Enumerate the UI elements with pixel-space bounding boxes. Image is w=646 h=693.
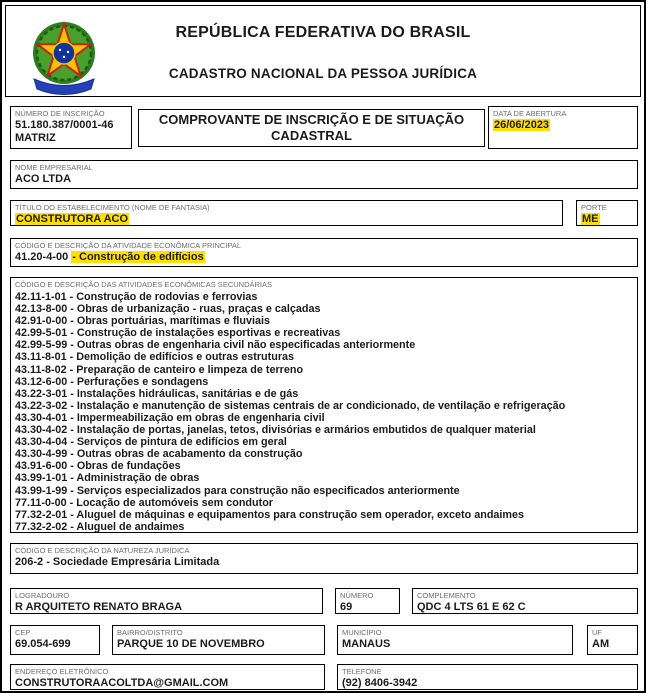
field-endereco-eletronico xyxy=(10,664,325,690)
field-municipio xyxy=(337,625,573,655)
secondary-activity-item: 42.13-8-00 - Obras de urbanização - ruas, praças e calçadas xyxy=(15,303,321,316)
field-nome-empresarial xyxy=(10,160,638,189)
matriz-flag: MATRIZ xyxy=(15,132,56,144)
field-value: (92) 8406-3942 xyxy=(342,677,418,689)
field-label: CÓDIGO E DESCRIÇÃO DA ATIVIDADE ECONÔMICA PRINCIPAL xyxy=(15,241,242,250)
activity-code: 41.20-4-00 xyxy=(15,251,69,263)
secondary-activity-item: 43.99-1-01 - Administração de obras xyxy=(15,472,200,485)
field-value: 69 xyxy=(340,601,353,613)
document-header xyxy=(5,5,641,97)
field-value: PARQUE 10 DE NOVEMBRO xyxy=(117,638,265,650)
field-cep xyxy=(10,625,100,655)
secondary-activity-item: 43.30-4-02 - Instalação de portas, janelas, tetos, divisórias e armários embutidos de qualquer material xyxy=(15,424,536,437)
field-value: CONSTRUTORAACOLTDA@GMAIL.COM xyxy=(15,677,229,689)
field-complemento xyxy=(412,588,638,614)
secondary-activities-list xyxy=(11,290,637,533)
field-logradouro xyxy=(10,588,323,614)
secondary-activity-item: 77.32-2-01 - Aluguel de máquinas e equipamentos para construção sem operador, exceto andaimes xyxy=(15,508,525,521)
secondary-activity-item: 43.30-4-01 - Impermeabilização em obras de engenharia civil xyxy=(15,411,325,424)
cnpj-registry-title: CADASTRO NACIONAL DA PESSOA JURÍDICA xyxy=(168,66,478,81)
field-uf xyxy=(587,625,638,655)
secondary-activity-item: 43.11-8-01 - Demolição de edifícios e outras estruturas xyxy=(15,351,295,364)
secondary-activity-item: 43.30-4-04 - Serviços de pintura de edifícios em geral xyxy=(15,436,287,449)
field-label: CEP xyxy=(15,628,31,637)
field-label: PORTE xyxy=(581,203,607,212)
field-label: NÚMERO DE INSCRIÇÃO xyxy=(15,109,105,118)
field-label: TELEFONE xyxy=(342,667,382,676)
activity-description-highlighted: - Construção de edifícios xyxy=(72,251,204,263)
field-numero-inscricao xyxy=(10,106,132,149)
field-label: NÚMERO xyxy=(340,591,374,600)
secondary-activity-item: 77.11-0-00 - Locação de automóveis sem condutor xyxy=(15,496,274,509)
secondary-activity-item: 42.11-1-01 - Construção de rodovias e ferrovias xyxy=(15,291,258,303)
field-atividade-principal xyxy=(10,238,638,267)
field-value: 51.180.387/0001-46 xyxy=(15,119,114,131)
secondary-activity-item: 43.99-1-99 - Serviços especializados para construção não especificados anteriormente xyxy=(15,484,460,497)
secondary-activity-item: 43.30-4-99 - Outras obras de acabamento da construção xyxy=(15,448,303,461)
field-label: TÍTULO DO ESTABELECIMENTO (NOME DE FANTASIA) xyxy=(15,203,210,212)
field-label: UF xyxy=(592,628,602,637)
field-label: CÓDIGO E DESCRIÇÃO DA NATUREZA JURÍDICA xyxy=(15,546,190,555)
certificate-title-box xyxy=(138,109,485,147)
secondary-activity-item: 43.91-6-00 - Obras de fundações xyxy=(15,460,181,473)
field-value: R ARQUITETO RENATO BRAGA xyxy=(15,601,183,613)
field-telefone xyxy=(337,664,638,690)
field-value-highlighted: CONSTRUTORA ACO xyxy=(16,213,129,225)
field-value: AM xyxy=(592,638,610,650)
field-value: 69.054-699 xyxy=(15,638,71,650)
field-label: MUNICÍPIO xyxy=(342,628,382,637)
field-data-abertura xyxy=(488,106,638,149)
secondary-activity-item: 42.91-0-00 - Obras portuárias, marítimas e fluviais xyxy=(15,315,271,328)
secondary-activity-item: 43.22-3-01 - Instalações hidráulicas, sanitárias e de gás xyxy=(15,387,299,400)
field-bairro-distrito xyxy=(112,625,325,655)
field-label: LOGRADOURO xyxy=(15,591,70,600)
field-label: DATA DE ABERTURA xyxy=(493,109,567,118)
field-value-highlighted: 26/06/2023 xyxy=(494,119,550,131)
field-label: ENDEREÇO ELETRÔNICO xyxy=(15,667,109,676)
secondary-activity-item: 43.12-6-00 - Perfurações e sondagens xyxy=(15,375,209,388)
field-label: NOME EMPRESARIAL xyxy=(15,163,93,172)
field-value: MANAUS xyxy=(342,638,391,650)
field-atividades-secundarias xyxy=(10,277,638,533)
field-value: 206-2 - Sociedade Empresária Limitada xyxy=(15,556,220,568)
field-label: BAIRRO/DISTRITO xyxy=(117,628,183,637)
field-value-highlighted: ME xyxy=(582,213,599,225)
field-label: COMPLEMENTO xyxy=(417,591,476,600)
certificate-title: COMPROVANTE DE INSCRIÇÃO E DE SITUAÇÃO CADASTRAL xyxy=(158,112,465,143)
field-numero xyxy=(335,588,400,614)
secondary-activity-item: 43.11-8-02 - Preparação de canteiro e limpeza de terreno xyxy=(15,363,304,376)
field-label: CÓDIGO E DESCRIÇÃO DAS ATIVIDADES ECONÔMICAS SECUNDÁRIAS xyxy=(15,280,272,289)
secondary-activity-item: 42.99-5-99 - Outras obras de engenharia civil não especificadas anteriormente xyxy=(15,339,416,352)
field-titulo-estabelecimento xyxy=(10,200,563,226)
field-value: ACO LTDA xyxy=(15,173,72,185)
secondary-activity-item: 42.99-5-01 - Construção de instalações esportivas e recreativas xyxy=(15,327,341,340)
republic-title: REPÚBLICA FEDERATIVA DO BRASIL xyxy=(175,24,471,41)
field-value: QDC 4 LTS 61 E 62 C xyxy=(417,601,526,613)
secondary-activity-item: 77.32-2-02 - Aluguel de andaimes xyxy=(15,520,185,533)
field-porte xyxy=(576,200,638,226)
secondary-activity-item: 43.22-3-02 - Instalação e manutenção de sistemas centrais de ar condicionado, de ventilação e refrigeração xyxy=(15,399,566,412)
field-natureza-juridica xyxy=(10,543,638,574)
